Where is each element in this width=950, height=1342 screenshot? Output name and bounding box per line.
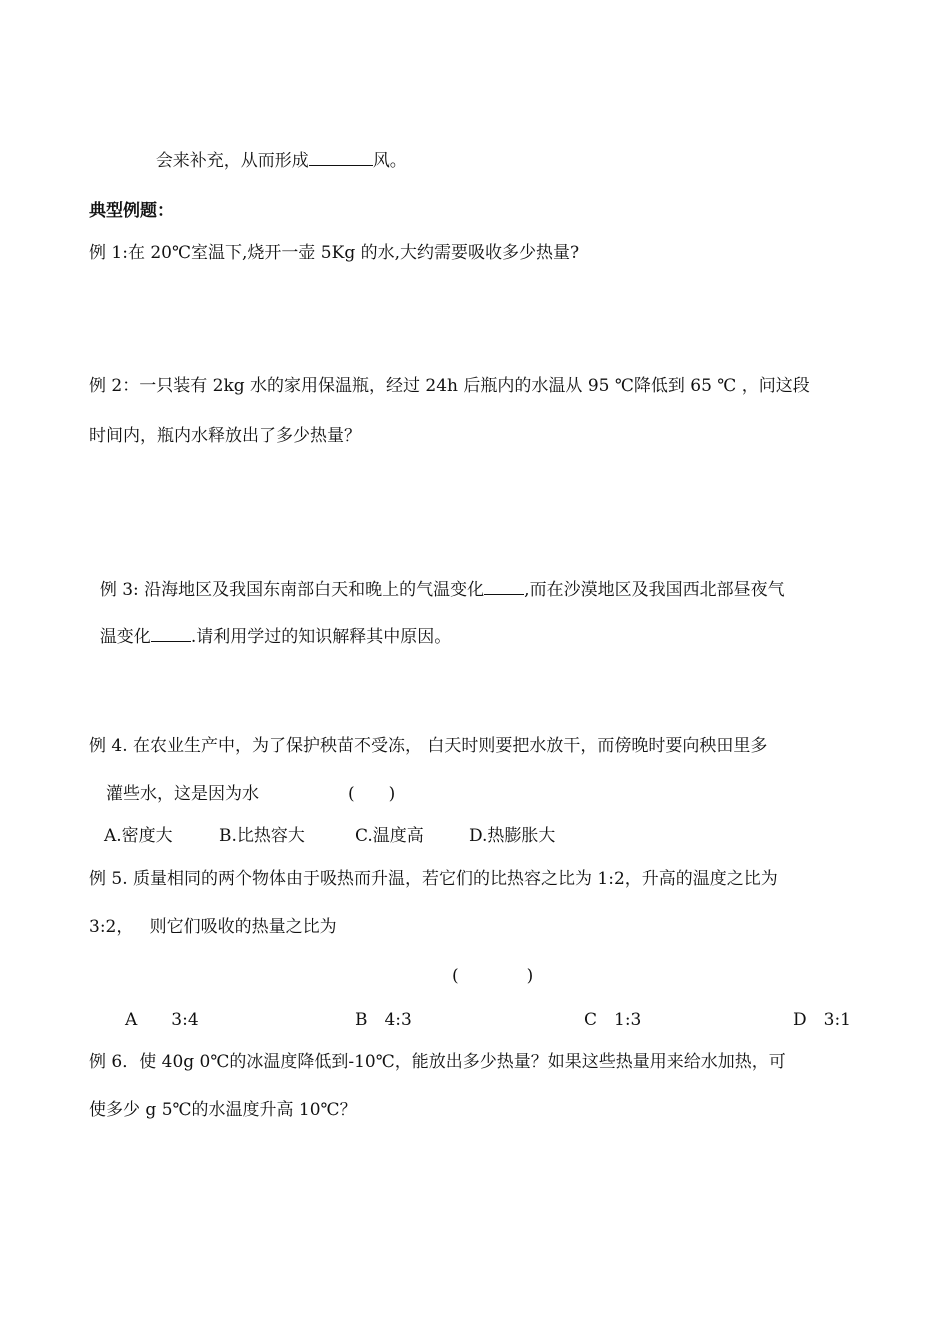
example-4-option-c: C.温度高 xyxy=(355,826,424,846)
example-5-option-b: B 4:3 xyxy=(355,1010,412,1030)
example-4-line-2: 灌些水，这是因为水 xyxy=(106,784,259,804)
example-3-text-d: .请利用学过的知识解释其中原因。 xyxy=(190,627,452,647)
example-3-blank-2 xyxy=(151,627,191,642)
example-5-line-2: 3:2， 则它们吸收的热量之比为 xyxy=(89,917,337,937)
example-4-option-d: D.热膨胀大 xyxy=(469,826,556,846)
example-4-answer-paren: ( ) xyxy=(348,784,396,804)
example-5-option-d: D 3:1 xyxy=(793,1010,851,1030)
intro-text-after: 风。 xyxy=(372,151,407,171)
example-2-line-2: 时间内，瓶内水释放出了多少热量？ xyxy=(89,426,361,446)
example-1: 例 1:在 20℃室温下,烧开一壶 5Kg 的水,大约需要吸收多少热量? xyxy=(89,243,580,263)
example-3-text-c: 温变化 xyxy=(99,627,151,647)
example-4-option-b: B.比热容大 xyxy=(219,826,305,846)
section-title: 典型例题： xyxy=(89,201,174,221)
example-5-answer-paren: ( ) xyxy=(452,966,534,986)
intro-blank xyxy=(309,151,373,166)
example-4-option-a: A.密度大 xyxy=(104,826,173,846)
intro-text-before: 会来补充，从而形成 xyxy=(155,151,309,171)
example-5-line-1: 例 5. 质量相同的两个物体由于吸热而升温，若它们的比热容之比为 1:2，升高的温度之比为 xyxy=(89,869,778,889)
example-3-blank-1 xyxy=(484,580,524,595)
example-5-option-a: A 3:4 xyxy=(125,1010,199,1030)
example-6-line-1: 例 6．使 40g 0℃的冰温度降低到-10℃，能放出多少热量？如果这些热量用来给水加热，可 xyxy=(89,1052,786,1072)
example-3-line-2 xyxy=(89,604,451,648)
example-3-text-a: 例 3: 沿海地区及我国东南部白天和晚上的气温变化 xyxy=(99,580,485,600)
example-4-line-1: 例 4. 在农业生产中，为了保护秧苗不受冻， 白天时则要把水放干，而傍晚时要向秧田里多 xyxy=(89,736,768,756)
example-3-line-1 xyxy=(89,557,785,601)
intro-line xyxy=(145,128,407,172)
example-5-option-c: C 1:3 xyxy=(584,1010,642,1030)
example-3-text-b: ,而在沙漠地区及我国西北部昼夜气 xyxy=(524,580,785,600)
example-6-line-2: 使多少 g 5℃的水温度升高 10℃？ xyxy=(89,1100,357,1120)
example-2-line-1: 例 2：一只装有 2kg 水的家用保温瓶，经过 24h 后瓶内的水温从 95 ℃降低到 65 ℃ ，问这段 xyxy=(89,376,810,396)
